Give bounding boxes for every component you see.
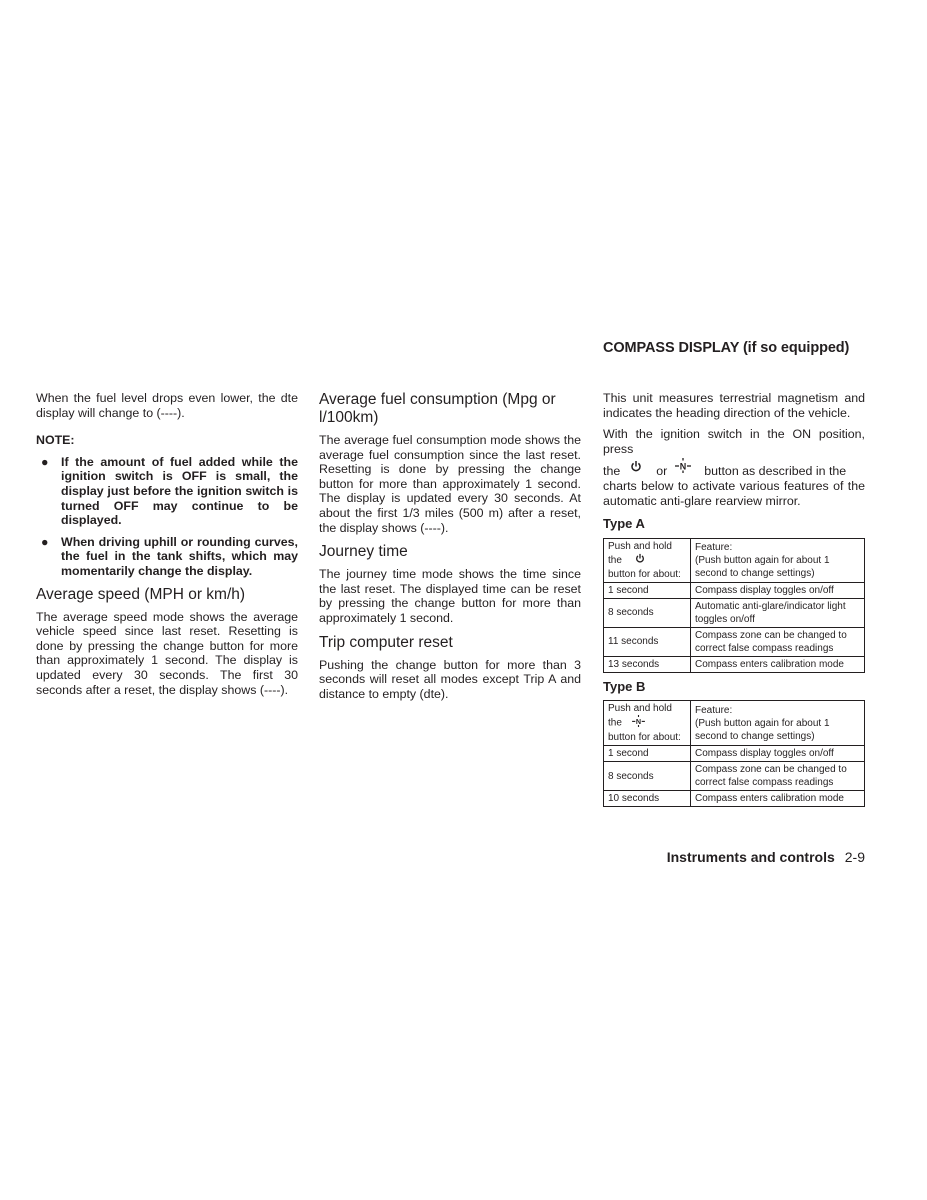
header-cell-feature: Feature: (Push button again for about 1 second to change settings) bbox=[691, 538, 865, 582]
header-the-line bbox=[608, 715, 686, 731]
text-the: the bbox=[603, 464, 621, 479]
header-push-hold: Push and hold bbox=[608, 703, 672, 715]
page-number: 2-9 bbox=[844, 849, 865, 865]
header-cell-duration bbox=[604, 701, 691, 746]
note-text: When driving uphill or rounding curves, the fuel in the tank shifts, which may momentarily change the display. bbox=[61, 534, 298, 578]
note-item bbox=[36, 455, 298, 528]
note-item bbox=[36, 535, 298, 579]
journey-heading: Journey time bbox=[319, 543, 408, 561]
column-middle bbox=[319, 391, 581, 701]
avg-fuel-paragraph: The average fuel consumption mode shows the average fuel consumption since the last reset. Resetting is done by pressing the change button for more than approximately 1 second. The display is updated every 30 seconds. At about the first 1/3 miles (500 m) after a reset, the display shows (----). bbox=[319, 433, 581, 535]
avg-speed-paragraph: The average speed mode shows the average vehicle speed since last reset. Resetting is done by pressing the change button for more than approximately 1 second. The display is updated every 30 seconds. The first 30 seconds after a reset, the display shows (----). bbox=[36, 609, 298, 697]
page-footer bbox=[667, 849, 865, 865]
duration-cell: 11 seconds bbox=[604, 627, 691, 656]
fuel-level-paragraph: When the fuel level drops even lower, the dte display will change to (----). bbox=[36, 391, 298, 420]
avg-speed-heading: Average speed (MPH or km/h) bbox=[36, 585, 246, 603]
header-cell-feature: Feature: (Push button again for about 1 second to change settings) bbox=[691, 701, 865, 746]
header-the: the bbox=[608, 554, 622, 566]
trip-reset-heading: Trip computer reset bbox=[319, 633, 453, 651]
duration-cell: 1 second bbox=[604, 582, 691, 598]
table-row bbox=[604, 627, 865, 656]
power-icon bbox=[635, 553, 645, 568]
duration-cell: 1 second bbox=[604, 746, 691, 762]
compass-intro-paragraph: This unit measures terrestrial magnetism and indicates the heading direction of the vehicle. bbox=[603, 391, 865, 420]
footer-section-name: Instruments and controls bbox=[666, 849, 835, 865]
header-the-line bbox=[608, 553, 686, 568]
note-text: If the amount of fuel added while the ignition switch is OFF is small, the display just before the ignition switch is turned OFF may continue to be displayed. bbox=[61, 454, 298, 528]
feature-cell: Automatic anti-glare/indicator light toggles on/off bbox=[691, 598, 865, 627]
type-b-title: Type B bbox=[603, 678, 646, 694]
svg-text:N: N bbox=[635, 717, 641, 727]
table-row bbox=[604, 598, 865, 627]
compass-instruction-line2 bbox=[603, 458, 865, 479]
text-button-as: button as described in the bbox=[704, 464, 847, 479]
compass-icon bbox=[674, 458, 692, 477]
note-list bbox=[36, 455, 298, 579]
duration-cell: 10 seconds bbox=[604, 791, 691, 807]
avg-fuel-heading: Average fuel consumption (Mpg or l/100km) bbox=[319, 391, 556, 426]
feature-cell: Compass enters calibration mode bbox=[691, 656, 865, 672]
feature-cell: Compass display toggles on/off bbox=[691, 746, 865, 762]
compass-icon bbox=[631, 715, 646, 731]
header-button-about: button for about: bbox=[608, 732, 681, 744]
feature-cell: Compass zone can be changed to correct false compass readings bbox=[691, 762, 865, 791]
compass-instruction-line1: With the ignition switch in the ON position, press bbox=[603, 427, 865, 456]
header-cell-duration bbox=[604, 538, 691, 582]
table-row bbox=[604, 791, 865, 807]
type-a-title: Type A bbox=[603, 516, 645, 532]
note-label: NOTE: bbox=[36, 433, 75, 448]
table-row bbox=[604, 746, 865, 762]
header-push-hold: Push and hold bbox=[608, 540, 672, 552]
power-icon bbox=[630, 460, 642, 477]
feature-cell: Compass display toggles on/off bbox=[691, 582, 865, 598]
feature-cell: Compass zone can be changed to correct false compass readings bbox=[691, 627, 865, 656]
column-left bbox=[36, 391, 298, 697]
header-button-about: button for about: bbox=[608, 568, 681, 580]
duration-cell: 8 seconds bbox=[604, 762, 691, 791]
type-a-table bbox=[603, 538, 865, 673]
svg-text:N: N bbox=[680, 461, 687, 472]
table-header-row bbox=[604, 701, 865, 746]
bullet-icon: ● bbox=[41, 534, 49, 549]
column-right bbox=[603, 391, 865, 807]
table-header-row bbox=[604, 538, 865, 582]
text-or: or bbox=[656, 464, 668, 479]
table-row bbox=[604, 656, 865, 672]
duration-cell: 8 seconds bbox=[604, 598, 691, 627]
duration-cell: 13 seconds bbox=[604, 656, 691, 672]
compass-instruction-line3: charts below to activate various features of the automatic anti-glare rearview mirror. bbox=[603, 478, 865, 508]
journey-paragraph: The journey time mode shows the time since the last reset. The displayed time can be reset by pressing the change button for more than approximately 1 second. bbox=[319, 567, 581, 625]
trip-reset-paragraph: Pushing the change button for more than 3 seconds will reset all modes except Trip A and distance to empty (dte). bbox=[319, 657, 581, 701]
compass-section-title: COMPASS DISPLAY (if so equipped) bbox=[603, 340, 850, 356]
table-row bbox=[604, 582, 865, 598]
table-row bbox=[604, 762, 865, 791]
type-b-table bbox=[603, 700, 865, 807]
header-the: the bbox=[608, 717, 622, 729]
feature-cell: Compass enters calibration mode bbox=[691, 791, 865, 807]
bullet-icon: ● bbox=[41, 454, 49, 469]
